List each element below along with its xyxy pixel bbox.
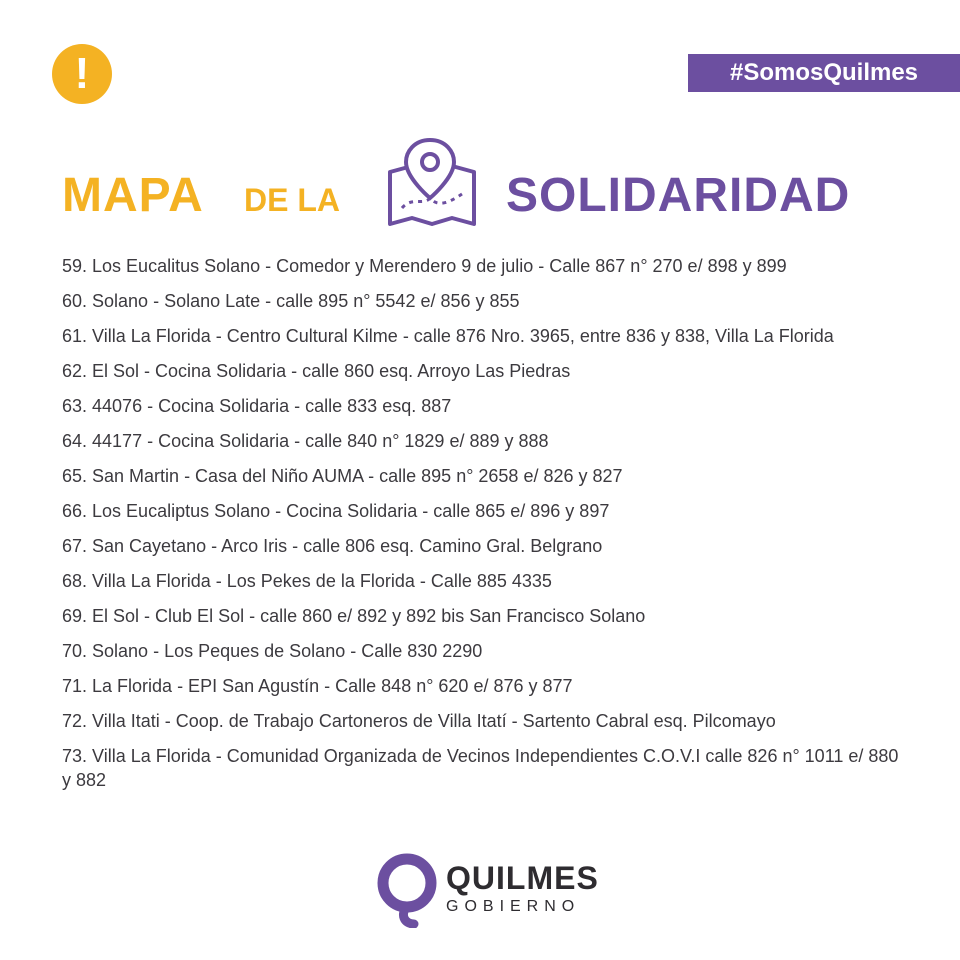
list-item: 59. Los Eucalitus Solano - Comedor y Merendero 9 de julio - Calle 867 n° 270 e/ 898 y 899	[62, 256, 787, 276]
page-title	[0, 132, 960, 232]
title-mapa: MAPA	[62, 169, 204, 222]
list-item: 67. San Cayetano - Arco Iris - calle 806 esq. Camino Gral. Belgrano	[62, 536, 603, 556]
list-item: 71. La Florida - EPI San Agustín - Calle 848 n° 620 e/ 876 y 877	[62, 676, 573, 696]
list-item: 69. El Sol - Club El Sol - calle 860 e/ 892 y 892 bis San Francisco Solano	[62, 606, 646, 626]
list-item: 66. Los Eucaliptus Solano - Cocina Solidaria - calle 865 e/ 896 y 897	[62, 501, 610, 521]
list-item: 68. Villa La Florida - Los Pekes de la Florida - Calle 885 4335	[62, 571, 552, 591]
quilmes-logo	[374, 852, 604, 932]
list-item: 64. 44177 - Cocina Solidaria - calle 840 n° 1829 e/ 889 y 888	[62, 431, 549, 451]
map-pin-icon	[384, 136, 480, 228]
location-list	[62, 254, 902, 803]
hashtag-badge: #SomosQuilmes	[688, 54, 960, 92]
list-item: 72. Villa Itati - Coop. de Trabajo Cartoneros de Villa Itatí - Sartento Cabral esq. Pilcomayo	[62, 711, 776, 731]
logo-subtitle: GOBIERNO	[446, 898, 581, 915]
list-item: 65. San Martin - Casa del Niño AUMA - calle 895 n° 2658 e/ 826 y 827	[62, 466, 623, 486]
list-item: 62. El Sol - Cocina Solidaria - calle 860 esq. Arroyo Las Piedras	[62, 361, 571, 381]
list-item: 61. Villa La Florida - Centro Cultural Kilme - calle 876 Nro. 3965, entre 836 y 838, Villa La Florida	[62, 326, 834, 346]
list-item: 63. 44076 - Cocina Solidaria - calle 833 esq. 887	[62, 396, 452, 416]
list-item: 60. Solano - Solano Late - calle 895 n° 5542 e/ 856 y 855	[62, 291, 520, 311]
list-item: 70. Solano - Los Peques de Solano - Calle 830 2290	[62, 641, 483, 661]
list-item: 73. Villa La Florida - Comunidad Organizada de Vecinos Independientes C.O.V.I calle 826 n° 1011 e/ 880 y 882	[62, 746, 899, 790]
title-solidaridad: SOLIDARIDAD	[506, 169, 851, 222]
title-de-la: DE LA	[244, 182, 340, 218]
logo-name: QUILMES	[446, 860, 599, 896]
quilmes-q-icon	[374, 852, 440, 928]
alert-icon: !	[52, 44, 112, 104]
